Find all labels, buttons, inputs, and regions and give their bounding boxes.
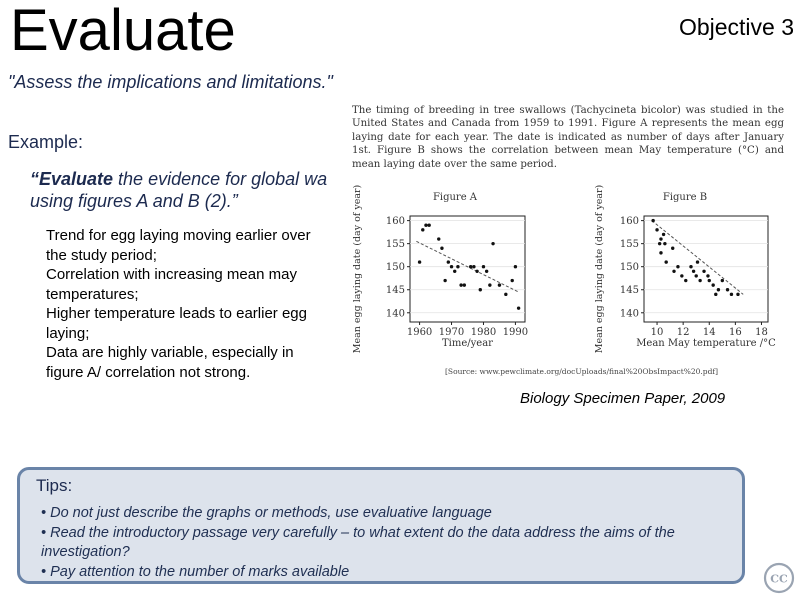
data-point — [659, 237, 662, 240]
data-point — [475, 270, 478, 273]
data-point — [689, 265, 692, 268]
y-tick-label: 155 — [385, 239, 405, 251]
answer-line: temperatures; — [46, 285, 139, 303]
y-tick-label: 160 — [385, 216, 405, 228]
data-point — [664, 260, 667, 263]
plot-frame — [644, 216, 768, 322]
y-axis-label: Mean egg laying date (day of year) — [594, 184, 605, 354]
x-tick-label: 1960 — [406, 327, 433, 338]
answer-line: Correlation with increasing mean may — [46, 266, 297, 283]
data-point — [418, 260, 421, 263]
data-point — [424, 224, 427, 227]
answer-line: the study period; — [46, 246, 157, 264]
data-point — [655, 228, 658, 231]
x-axis-label: Time/year — [442, 338, 493, 349]
data-point — [479, 288, 482, 291]
data-point — [456, 265, 459, 268]
data-point — [684, 279, 687, 282]
x-tick-label: 1990 — [502, 327, 529, 338]
subtitle-quote: "Assess the implications and limitations." — [8, 72, 333, 92]
data-point — [721, 279, 724, 282]
data-point — [711, 283, 714, 286]
data-point — [463, 283, 466, 286]
x-tick-label: 14 — [702, 327, 716, 338]
tips-box — [17, 467, 745, 584]
tip-item: • Do not just describe the graphs or methods, use evaluative language — [41, 505, 492, 521]
tip-item: • Read the introductory passage very carefully – to what extent do the data address the aims of the investigation? — [41, 524, 675, 560]
data-point — [659, 251, 662, 254]
data-point — [511, 279, 514, 282]
data-point — [695, 274, 698, 277]
data-point — [663, 242, 666, 245]
svg-text:CC: CC — [770, 572, 788, 586]
data-point — [485, 270, 488, 273]
data-point — [662, 233, 665, 236]
answer-line: figure A/ correlation not strong. — [46, 363, 251, 381]
trendline — [652, 221, 743, 295]
data-point — [692, 270, 695, 273]
x-tick-label: 1980 — [470, 327, 497, 338]
answer-line: Data are highly variable, especially in — [46, 344, 294, 361]
y-tick-label: 140 — [619, 308, 639, 320]
data-point — [717, 288, 720, 291]
data-point — [437, 237, 440, 240]
data-point — [698, 279, 701, 282]
figure-charts — [350, 100, 790, 383]
chart-title: Figure B — [662, 192, 708, 203]
data-point — [459, 283, 462, 286]
data-point — [443, 279, 446, 282]
model-answer — [46, 226, 346, 382]
data-point — [504, 293, 507, 296]
x-tick-label: 18 — [755, 327, 768, 338]
question-command-word: “Evaluate — [30, 169, 114, 189]
y-tick-label: 145 — [619, 285, 639, 297]
tips-list — [41, 504, 731, 582]
example-label: Example: — [8, 132, 84, 152]
y-tick-label: 140 — [385, 308, 405, 320]
x-tick-label: 16 — [729, 327, 742, 338]
cc-license-icon — [763, 562, 795, 594]
data-point — [702, 270, 705, 273]
data-point — [450, 265, 453, 268]
data-point — [658, 242, 661, 245]
data-point — [730, 293, 733, 296]
objective-label: Objective 3 — [678, 14, 794, 40]
x-axis-label: Mean May temperature /°C — [636, 338, 776, 349]
data-point — [514, 265, 517, 268]
data-point — [491, 242, 494, 245]
data-point — [453, 270, 456, 273]
data-point — [482, 265, 485, 268]
data-point — [676, 265, 679, 268]
figure-panel — [350, 100, 790, 383]
data-point — [706, 274, 709, 277]
x-tick-label: 1970 — [438, 327, 465, 338]
data-point — [488, 283, 491, 286]
tips-title: Tips: — [36, 476, 73, 495]
chart-title: Figure A — [432, 192, 478, 203]
citation: Biology Specimen Paper, 2009 — [520, 390, 726, 407]
data-point — [680, 274, 683, 277]
plot-frame — [410, 216, 525, 322]
data-point — [671, 247, 674, 250]
data-point — [726, 288, 729, 291]
y-tick-label: 150 — [385, 262, 405, 274]
data-point — [447, 260, 450, 263]
data-point — [469, 265, 472, 268]
question-text-line2: using figures A and B (2).” — [30, 191, 238, 211]
data-point — [421, 228, 424, 231]
answer-line: Trend for egg laying moving earlier over — [46, 227, 311, 244]
tip-item: • Pay attention to the number of marks available — [41, 563, 350, 580]
data-point — [736, 293, 739, 296]
exam-question — [30, 168, 360, 212]
data-point — [427, 224, 430, 227]
y-tick-label: 155 — [619, 239, 639, 251]
data-point — [714, 293, 717, 296]
data-point — [696, 260, 699, 263]
data-point — [672, 270, 675, 273]
data-point — [472, 265, 475, 268]
x-tick-label: 10 — [650, 327, 664, 338]
y-tick-label: 150 — [619, 262, 639, 274]
x-tick-label: 12 — [676, 327, 690, 338]
data-point — [440, 247, 443, 250]
figure-intro-text: The timing of breeding in tree swallows (Tachycineta bicolor) was studied in the United States and Canada from 1959 to 1991. Figure A represents the mean egg laying date for each year. The date is indicated as number of days after January 1st. Figure B shows the correlation between mean May temperature (°C) and mean laying date over the same period. — [352, 105, 784, 170]
figure-source: [Source: www.pewclimate.org/docUploads/final%20ObsImpact%20.pdf] — [445, 367, 719, 376]
data-point — [498, 283, 501, 286]
data-point — [517, 306, 520, 309]
slide-title: Evaluate — [10, 0, 236, 63]
y-tick-label: 160 — [619, 216, 639, 228]
answer-line: Higher temperature leads to earlier egg — [46, 305, 307, 322]
answer-line: laying; — [46, 324, 90, 342]
y-tick-label: 145 — [385, 285, 405, 297]
y-axis-label: Mean egg laying date (day of year) — [352, 184, 363, 354]
question-text: the evidence for global wa — [113, 169, 328, 189]
data-point — [651, 219, 654, 222]
data-point — [708, 279, 711, 282]
